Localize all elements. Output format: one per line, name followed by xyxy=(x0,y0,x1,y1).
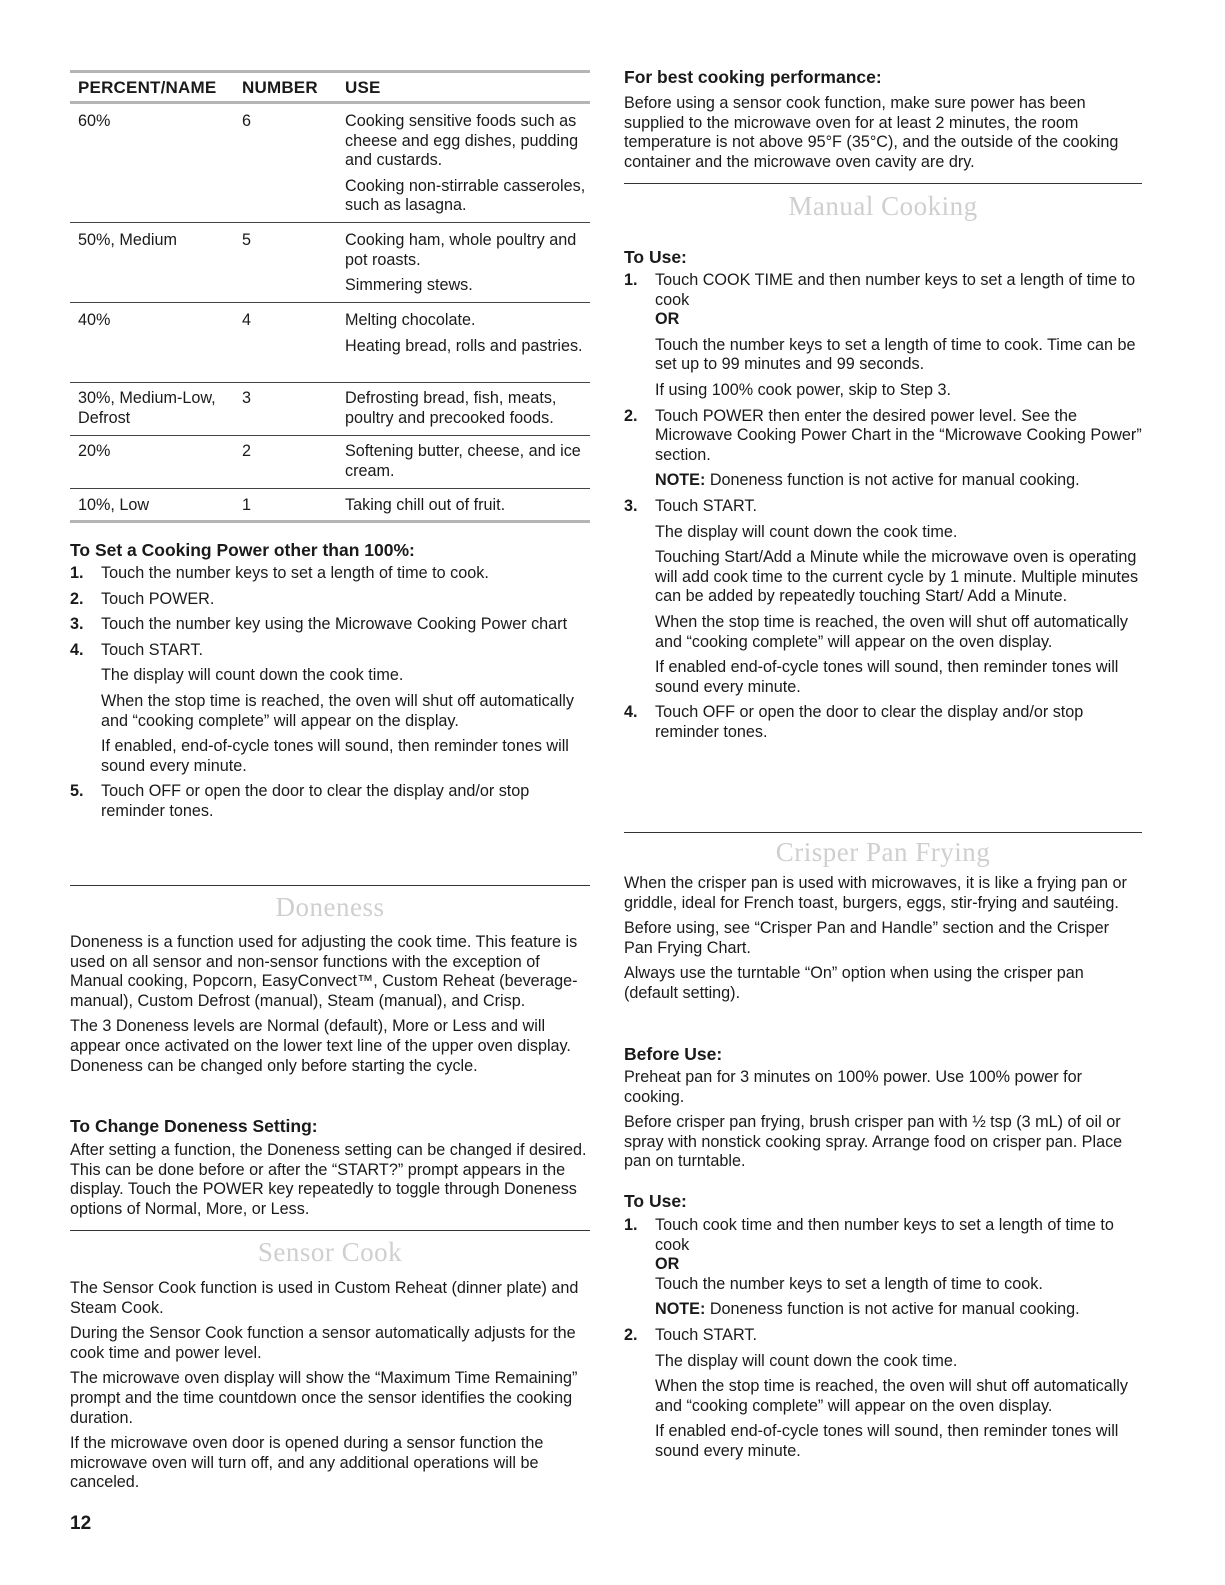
change-doneness-heading: To Change Doneness Setting: xyxy=(70,1116,318,1136)
paragraph: Preheat pan for 3 minutes on 100% power. Use 100% power for cooking. xyxy=(624,1068,1083,1106)
row-name: 50%, Medium xyxy=(78,231,177,249)
row-number: 6 xyxy=(242,112,252,130)
row-use: Cooking non-stirrable casseroles, such as lasagna. xyxy=(345,176,586,215)
crisper-title: Crisper Pan Frying xyxy=(775,837,991,867)
step-number: 4. xyxy=(624,703,638,722)
header-percent-name: PERCENT/NAME xyxy=(78,78,217,97)
doneness-body xyxy=(70,933,590,1082)
step-text: The display will count down the cook time. xyxy=(655,1351,958,1370)
before-use-heading: Before Use: xyxy=(624,1044,723,1064)
list-item xyxy=(624,271,1142,401)
row-use: Defrosting bread, fish, meats, poultry and precooked foods. xyxy=(345,389,557,427)
set-power-heading: To Set a Cooking Power other than 100%: xyxy=(70,540,415,560)
crisper-body xyxy=(624,874,1142,1010)
step-text: If enabled end-of-cycle tones will sound, then reminder tones will sound every minute. xyxy=(655,1422,1119,1460)
section-divider xyxy=(70,885,590,886)
list-item xyxy=(70,641,590,777)
before-use-body xyxy=(624,1068,1142,1178)
row-divider xyxy=(70,488,590,489)
step-number: 1. xyxy=(70,564,84,582)
or-label: OR xyxy=(655,1255,680,1274)
step-number: 3. xyxy=(70,615,84,634)
note xyxy=(655,471,1142,491)
step-text: When the stop time is reached, the oven will shut off automatically and “cooking complete” will appear on the oven display. xyxy=(655,1377,1128,1415)
paragraph: The microwave oven display will show the “Maximum Time Remaining” prompt and the time countdown once the sensor identifies the cooking duration. xyxy=(70,1369,578,1427)
header-number: NUMBER xyxy=(242,78,318,97)
row-use: Cooking ham, whole poultry and pot roasts. xyxy=(345,231,577,269)
list-item xyxy=(70,590,590,610)
row-name: 20% xyxy=(78,442,111,460)
section-divider xyxy=(624,832,1142,833)
crisper-to-use-heading: To Use: xyxy=(624,1191,687,1211)
step-number: 4. xyxy=(70,640,84,659)
step-text: Touch the number keys to set a length of time to cook. xyxy=(101,564,489,582)
step-text: Touch the number keys to set a length of time to cook. xyxy=(655,1274,1043,1293)
row-number: 2 xyxy=(242,442,252,460)
row-uses xyxy=(345,311,590,362)
paragraph: The 3 Doneness levels are Normal (default), More or Less and will appear once activated on the lower text line of the upper oven display. Doneness can be changed only before starting the cycle. xyxy=(70,1017,571,1075)
step-number: 1. xyxy=(624,271,638,289)
row-use: Simmering stews. xyxy=(345,276,473,295)
row-use: Taking chill out of fruit. xyxy=(345,496,506,514)
paragraph: If the microwave oven door is opened during a sensor function the microwave oven will turn off, and any additional operations will be canceled. xyxy=(70,1434,544,1492)
list-item xyxy=(624,497,1142,697)
step-text: Touch OFF or open the door to clear the display and/or stop reminder tones. xyxy=(655,703,1084,741)
row-number: 5 xyxy=(242,231,252,249)
paragraph: Doneness is a function used for adjusting the cook time. This feature is used on all sensor and non-sensor functions with the exception of Manual cooking, Popcorn, EasyConvect™, Custom Reheat (beverage-manual), Custom Defrost (manual), Steam (manual), and Crisp. xyxy=(70,933,578,1010)
step-text: When the stop time is reached, the oven will shut off automatically and “cooking complete” will appear on the display. xyxy=(101,691,574,730)
or-label: OR xyxy=(655,310,680,329)
note-text: Doneness function is not active for manual cooking. xyxy=(705,471,1080,490)
row-name: 40% xyxy=(78,311,111,329)
manual-to-use-heading: To Use: xyxy=(624,247,687,267)
step-text: The display will count down the cook time. xyxy=(655,522,958,541)
step-text: The display will count down the cook time. xyxy=(101,666,404,685)
row-uses xyxy=(345,231,590,302)
row-use: Melting chocolate. xyxy=(345,311,476,329)
list-item xyxy=(70,615,590,635)
change-doneness-body xyxy=(70,1141,590,1225)
manual-steps xyxy=(624,271,1142,748)
list-item xyxy=(624,1216,1142,1320)
paragraph: Before using a sensor cook function, make sure power has been supplied to the microwave oven for at least 2 minutes, the room temperature is not above 95°F (35°C), and the outside of the cooking container and the microwave oven cavity are dry. xyxy=(624,94,1119,171)
step-text: Touch START. xyxy=(655,1325,757,1344)
row-uses xyxy=(345,389,590,434)
list-item xyxy=(624,703,1142,742)
section-divider xyxy=(624,183,1142,184)
step-number: 2. xyxy=(70,589,84,608)
step-text: If enabled end-of-cycle tones will sound, then reminder tones will sound every minute. xyxy=(655,658,1119,696)
row-divider xyxy=(70,222,590,223)
list-item xyxy=(624,1326,1142,1462)
paragraph: During the Sensor Cook function a sensor automatically adjusts for the cook time and power level. xyxy=(70,1324,576,1362)
list-item xyxy=(70,564,590,584)
step-number: 3. xyxy=(624,496,638,515)
step-text: Touch POWER then enter the desired power level. See the Microwave Cooking Power Chart in the “Microwave Cooking Power” section. xyxy=(655,406,1142,464)
step-text: When the stop time is reached, the oven will shut off automatically and “cooking complete” will appear on the oven display. xyxy=(655,612,1128,651)
set-power-steps xyxy=(70,564,590,828)
step-text: Touch the number key using the Microwave Cooking Power chart xyxy=(101,615,568,634)
step-number: 2. xyxy=(624,1325,638,1344)
row-use: Cooking sensitive foods such as cheese and egg dishes, pudding and custards. xyxy=(345,112,579,170)
page-number: 12 xyxy=(70,1513,92,1534)
row-name: 30%, Medium-Low, Defrost xyxy=(78,389,216,427)
note-label: NOTE: xyxy=(655,1300,706,1319)
paragraph: Before crisper pan frying, brush crisper pan with ½ tsp (3 mL) of oil or spray with nonstick cooking spray. Arrange food on crisper pan. Place pan on turntable. xyxy=(624,1113,1123,1171)
manual-cooking-title: Manual Cooking xyxy=(788,191,978,221)
step-number: 1. xyxy=(624,1216,638,1234)
step-text: Touch START. xyxy=(655,496,757,515)
paragraph: Before using, see “Crisper Pan and Handle” section and the Crisper Pan Frying Chart. xyxy=(624,919,1109,957)
step-text: If using 100% cook power, skip to Step 3. xyxy=(655,380,952,399)
sensor-cook-body xyxy=(70,1279,590,1499)
section-divider xyxy=(70,1230,590,1231)
row-number: 4 xyxy=(242,311,252,329)
doneness-title: Doneness xyxy=(275,892,385,922)
step-text: Touch START. xyxy=(101,640,203,659)
step-text: Touch OFF or open the door to clear the display and/or stop reminder tones. xyxy=(101,782,530,820)
paragraph: After setting a function, the Doneness setting can be changed if desired. This can be done before or after the “START?” prompt appears in the display. Touch the POWER key repeatedly to toggle through Doneness options of Normal, More, or Less. xyxy=(70,1141,587,1218)
row-number: 3 xyxy=(242,389,252,407)
row-use: Softening butter, cheese, and ice cream. xyxy=(345,442,581,480)
step-text: Touch POWER. xyxy=(101,589,215,608)
table-top-rule xyxy=(70,70,590,73)
paragraph: Always use the turntable “On” option when using the crisper pan (default setting). xyxy=(624,964,1084,1002)
header-use: USE xyxy=(345,78,381,97)
row-use: Heating bread, rolls and pastries. xyxy=(345,336,583,355)
row-number: 1 xyxy=(242,496,252,514)
paragraph: When the crisper pan is used with microwaves, it is like a frying pan or griddle, ideal for French toast, burgers, eggs, stir-frying and sautéing. xyxy=(624,874,1127,912)
row-divider xyxy=(70,382,590,383)
row-uses xyxy=(345,496,590,522)
step-text: Touch cook time and then number keys to set a length of time to cook xyxy=(655,1216,1114,1254)
list-item xyxy=(70,782,590,821)
row-name: 10%, Low xyxy=(78,496,150,514)
step-number: 2. xyxy=(624,406,638,425)
step-number: 5. xyxy=(70,782,84,801)
crisper-steps xyxy=(624,1216,1142,1468)
step-text: Touch the number keys to set a length of time to cook. Time can be set up to 99 minutes and 99 seconds. xyxy=(655,335,1136,374)
table-header-rule xyxy=(70,101,590,104)
row-divider xyxy=(70,435,590,436)
row-uses xyxy=(345,112,590,222)
note-text: Doneness function is not active for manual cooking. xyxy=(705,1300,1080,1319)
step-text: Touching Start/Add a Minute while the microwave oven is operating will add cook time to the current cycle by 1 minute. Multiple minutes can be added by repeatedly touching Start/ Add a Minute. xyxy=(655,548,1139,606)
list-item xyxy=(624,407,1142,491)
row-divider xyxy=(70,302,590,303)
note-label: NOTE: xyxy=(655,471,706,490)
note xyxy=(655,1300,1142,1320)
best-performance-heading: For best cooking performance: xyxy=(624,67,882,87)
step-text: Touch COOK TIME and then number keys to set a length of time to cook xyxy=(655,271,1136,309)
paragraph: The Sensor Cook function is used in Custom Reheat (dinner plate) and Steam Cook. xyxy=(70,1279,579,1317)
sensor-cook-title: Sensor Cook xyxy=(257,1237,403,1267)
best-performance-body xyxy=(624,94,1142,178)
row-name: 60% xyxy=(78,112,111,130)
row-uses xyxy=(345,442,590,487)
table-bottom-rule xyxy=(70,520,590,523)
step-text: If enabled, end-of-cycle tones will sound, then reminder tones will sound every minute. xyxy=(101,737,569,775)
